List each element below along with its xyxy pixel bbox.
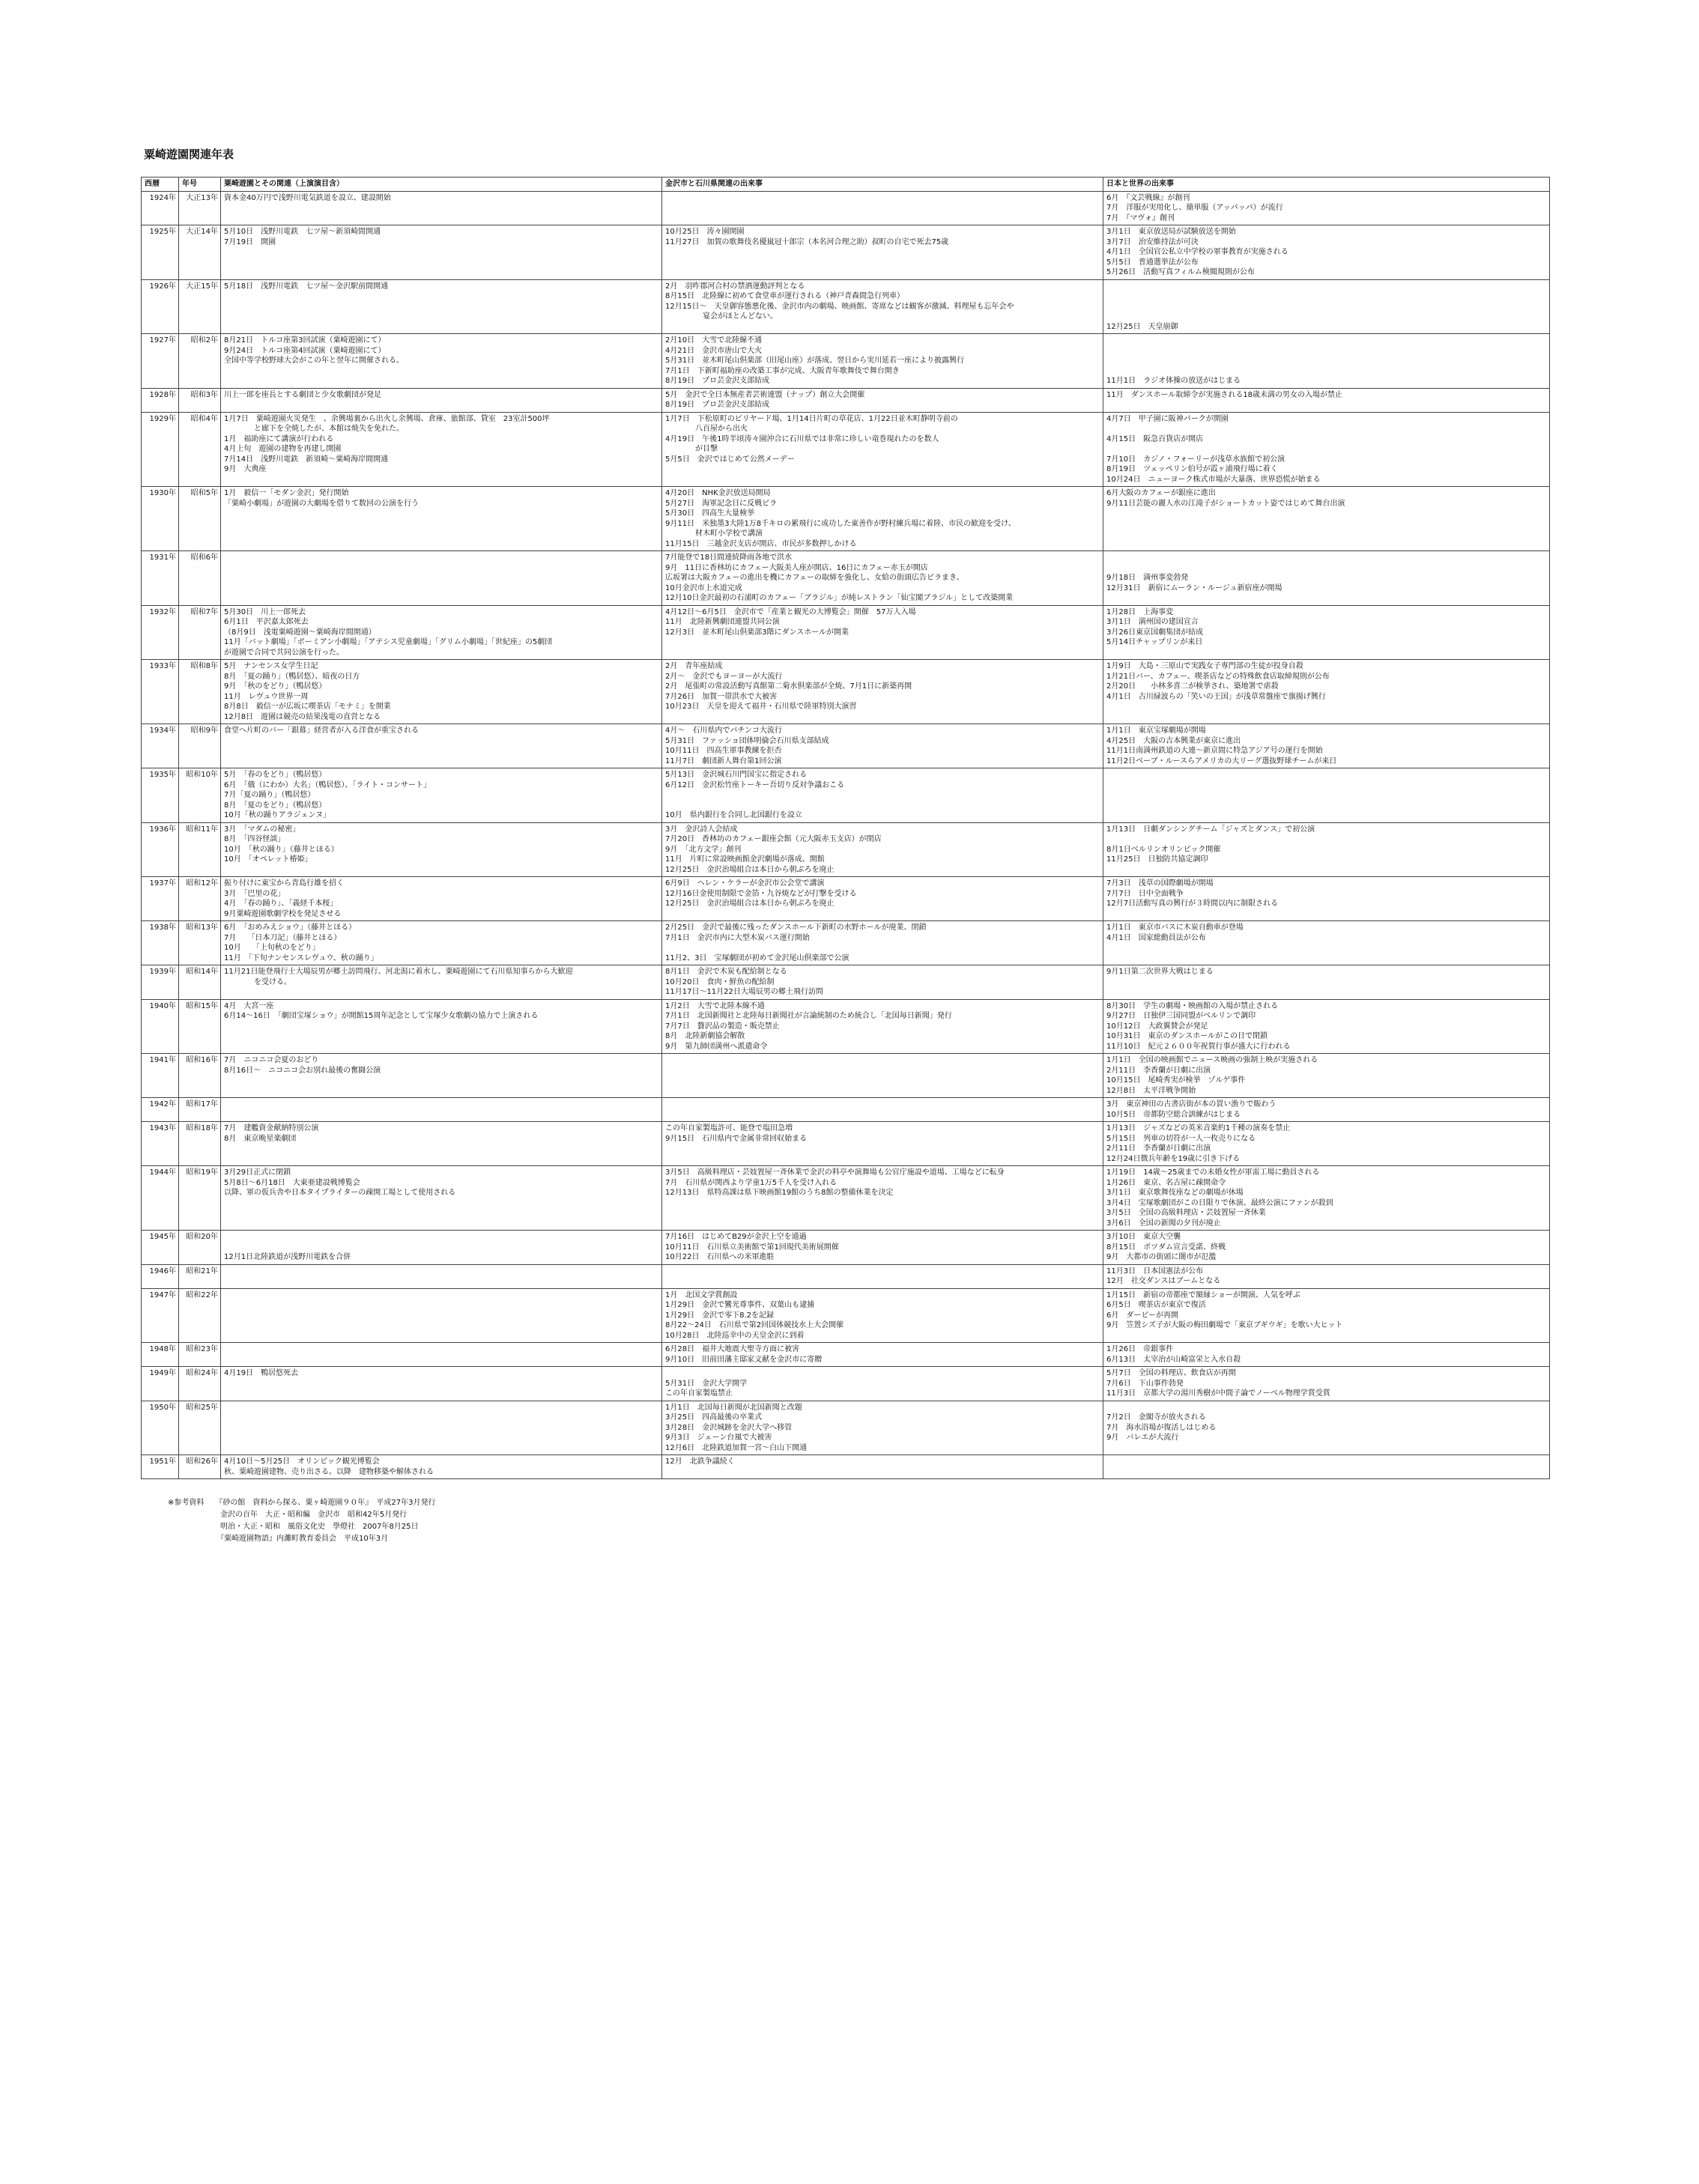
table-row	[142, 334, 1550, 389]
table-row	[142, 1288, 1550, 1343]
era-cell: 昭和2年	[179, 334, 221, 389]
year-cell: 1949年	[142, 1367, 179, 1401]
table-row	[142, 487, 1550, 551]
kanazawa-ishikawa-events-cell: 7月16日 はじめてB29が金沢上空を通過 10月11日 石川県立美術館で第1回現代美術展開催 10月22日 石川県への米軍進駐	[662, 1231, 1103, 1265]
table-row	[142, 877, 1550, 921]
era-cell: 昭和26年	[179, 1455, 221, 1479]
table-row	[142, 724, 1550, 768]
japan-world-events-cell: 1月1日 東京宝塚劇場が開場 4月25日 大阪の吉本興業が東京に進出 11月1日南満州鉄道の大連～新京間に特急アジア号の運行を開始 11月2日ベーブ・ルースらアメリカの大リーグ選抜野球チームが来日	[1103, 724, 1550, 768]
year-cell: 1947年	[142, 1288, 179, 1343]
year-cell: 1926年	[142, 279, 179, 334]
year-cell: 1937年	[142, 877, 179, 921]
japan-world-events-cell	[1103, 768, 1550, 823]
table-row	[142, 1231, 1550, 1265]
chronology-table	[141, 177, 1550, 1479]
kanazawa-ishikawa-events-cell	[662, 1054, 1103, 1098]
kanazawa-ishikawa-events-cell: 4月20日 NHK金沢放送局開局 5月27日 海軍記念日に反戦ビラ 5月30日 四高生大量検挙 9月11日 米独墨3大陸1万8千キロの累飛行に成功した東善作が野村練兵場に着陸、市民の歓迎を受け、 材木町小学校で講演 11月15日 三越金沢支店が開店、市民が多数押しかける	[662, 487, 1103, 551]
kanazawa-ishikawa-events-cell: 4月～ 石川県内でパチンコ大流行 5月31日 ファッショ団体明倫会石川県支部結成 10月11日 四高生軍事教練を拒否 11月7日 劇団新人舞台第1回公演	[662, 724, 1103, 768]
year-cell: 1945年	[142, 1231, 179, 1265]
kanazawa-ishikawa-events-cell: 2月10日 大雪で北陸線不通 4月21日 金沢市唐山で大火 5月31日 並木町尾山倶楽部（旧尾山座）が落成、翌日から実川延若一座により披露興行 7月1日 下新町福助座の改築工事が完成、大阪青年歌舞伎で舞台開き 8月19日 プロ芸金沢支部結成	[662, 334, 1103, 389]
era-cell: 昭和5年	[179, 487, 221, 551]
table-row	[142, 605, 1550, 660]
table-row	[142, 412, 1550, 487]
awazu-park-events-cell	[221, 1401, 662, 1455]
table-row	[142, 1343, 1550, 1367]
kanazawa-ishikawa-events-cell: 5月13日 金沢城石川門国宝に指定される 6月12日 金沢松竹座トーキー吾切り反対争議おこる 10月 県内銀行を合同し北国銀行を設立	[662, 768, 1103, 823]
awazu-park-events-cell: 3月 「マダムの秘密」 8月 「四谷怪談」 10月 「秋の踊り」（藤井とほる） 10月 「オペレット椿姫」	[221, 822, 662, 877]
header-kanazawa-ishikawa: 金沢市と石川県関連の出来事	[662, 178, 1103, 192]
era-cell: 昭和19年	[179, 1166, 221, 1231]
year-cell: 1938年	[142, 921, 179, 965]
japan-world-events-cell: 1月1日 全国の映画館でニュース映画の強制上映が実施される 2月11日 李香蘭が日劇に出演 10月15日 尾崎秀実が検挙 ゾルゲ事件 12月8日 太平洋戦争開始	[1103, 1054, 1550, 1098]
year-cell: 1932年	[142, 605, 179, 660]
japan-world-events-cell: 9月18日 満州事変勃発 12月31日 新宿にムーラン・ルージュ新宿座が開場	[1103, 551, 1550, 606]
kanazawa-ishikawa-events-cell: 1月2日 大雪で北陸本線不通 7月1日 北国新聞社と北陸毎日新聞社が言論統制のため統合し「北国毎日新聞」発行 7月7日 贅沢品の製造・販売禁止 8月 北陸新劇協会解散 9月 第九師団満州へ派遣命令	[662, 999, 1103, 1054]
japan-world-events-cell: 3月10日 東京大空襲 8月15日 ポツダム宣言受諾、終戦 9月 大都市の街頭に闇市が氾濫	[1103, 1231, 1550, 1265]
era-cell: 昭和22年	[179, 1288, 221, 1343]
japan-world-events-cell	[1103, 1455, 1550, 1479]
japan-world-events-cell: 12月25日 天皇崩御	[1103, 279, 1550, 334]
kanazawa-ishikawa-events-cell: 7月能登で18日間連続降雨各地で洪水 9月 11日に香林坊にカフェー大阪美人座が開店、16日にカフェー赤玉が開店 広坂署は大阪カフェーの進出を機にカフェーの取締を強化し、女給の街頭広告ビラまき、 10月金沢市上水道完成 12月10日金沢最初の石浦町のカフェー「ブラジル」が純レストラン「仙宝閣ブラジル」として改築開業	[662, 551, 1103, 606]
header-awazu-park: 粟崎遊園とその関連（上演演目含）	[221, 178, 662, 192]
awazu-park-events-cell: 7月 建艦資金献納特別公演 8月 東京晩星楽劇団	[221, 1122, 662, 1166]
era-cell: 昭和21年	[179, 1264, 221, 1288]
table-row	[142, 191, 1550, 225]
year-cell: 1940年	[142, 999, 179, 1054]
era-cell: 大正15年	[179, 279, 221, 334]
header-year: 西暦	[142, 178, 179, 192]
awazu-park-events-cell: 食堂へ片町のバー「銀幕」経営者が入る洋食が重宝される	[221, 724, 662, 768]
awazu-park-events-cell: 7月 ニコニコ会夏のおどり 8月16日～ ニコニコ会お別れ最後の奮闘公演	[221, 1054, 662, 1098]
table-row	[142, 225, 1550, 280]
era-cell: 昭和17年	[179, 1098, 221, 1122]
kanazawa-ishikawa-events-cell: 5月31日 金沢大学開学 この年自家製塩禁止	[662, 1367, 1103, 1401]
header-era: 年号	[179, 178, 221, 192]
table-row	[142, 999, 1550, 1054]
kanazawa-ishikawa-events-cell: 6月28日 福井大地震大聖寺方面に被害 9月10日 旧前田藩主邸家文献を金沢市に寄贈	[662, 1343, 1103, 1367]
year-cell: 1930年	[142, 487, 179, 551]
kanazawa-ishikawa-events-cell: 3月 金沢詩人会結成 7月20日 香林坊のカフェー銀座会館（元大阪赤玉支店）が閉店 9月 「北方文学」創刊 11月 片町に常設映画館金沢劇場が落成、開館 12月25日 金沢治場組合は本日から朝ぶろを廃止	[662, 822, 1103, 877]
table-row	[142, 822, 1550, 877]
era-cell: 昭和12年	[179, 877, 221, 921]
awazu-park-events-cell: 1月7日 粟崎遊園火災発生 、余興場裏から出火し余興場、倉庫、旅館部、貸室 23室計500坪 と廊下を全焼したが、本館は焼失を免れた。 1月 福助座にて講演が行われる 4月上旬 遊園の建物を再建し開園 7月14日 浅野川電鉄 新須崎～粟崎海岸間開通 9月 大典座	[221, 412, 662, 487]
year-cell: 1934年	[142, 724, 179, 768]
awazu-park-events-cell: 6月 「おめみえショウ」（藤井とほる） 7月 「日本刀記」（藤井とほる） 10月 「上旬秋のをどり」 11月 「下旬ナンセンスレヴュウ、秋の踊り」	[221, 921, 662, 965]
chronology-rows	[142, 191, 1550, 1479]
japan-world-events-cell: 6月大阪のカフェーが銀座に進出 9月11日芸能の麗人水の江滝子がショートカット姿ではじめて舞台出演	[1103, 487, 1550, 551]
year-cell: 1944年	[142, 1166, 179, 1231]
japan-world-events-cell: 7月2日 金閣寺が放火される 7月 海水浴場が復活しはじめる 9月 バレエが大流行	[1103, 1401, 1550, 1455]
japan-world-events-cell: 5月7日 全国の料理店、飲食店が再開 7月6日 下山事件勃発 11月3日 京都大学の湯川秀樹が中間子論でノーベル物理学賞受賞	[1103, 1367, 1550, 1401]
year-cell: 1933年	[142, 660, 179, 724]
era-cell: 昭和15年	[179, 999, 221, 1054]
year-cell: 1948年	[142, 1343, 179, 1367]
table-row	[142, 768, 1550, 823]
awazu-park-events-cell	[221, 1098, 662, 1122]
japan-world-events-cell: 11月3日 日本国憲法が公布 12月 社交ダンスはブームとなる	[1103, 1264, 1550, 1288]
awazu-park-events-cell: 振り付けに東宝から青島行雄を招く 3月 「巴里の花」 4月 「春の踊り」、「義経千本桜」 9月粟崎遊園歌劇学校を発足させる	[221, 877, 662, 921]
japan-world-events-cell: 1月19日 14歳～25歳までの未婚女性が軍需工場に動員される 1月26日 東京、名古屋に疎開命令 3月1日 東京歌舞伎座などの劇場が休場 3月4日 宝塚歌劇団がこの日限りで休演、最終公演にファンが殺到 3月5日 全国の高級料理店・芸妓置屋一斉休業 3月6日 全国の新聞の夕刊が廃止	[1103, 1166, 1550, 1231]
header-japan-world: 日本と世界の出来事	[1103, 178, 1550, 192]
table-row	[142, 1098, 1550, 1122]
awazu-park-events-cell: 8月21日 トルコ座第3回試演（粟崎遊園にて） 9月24日 トルコ座第4回試演（粟崎遊園にて） 全国中等学校野球大会がこの年と翌年に開催される。	[221, 334, 662, 389]
kanazawa-ishikawa-events-cell: 5月 金沢で全日本無産者芸術連盟（ナップ）創立大会開催 8月19日 プロ芸金沢支部結成	[662, 388, 1103, 412]
year-cell: 1936年	[142, 822, 179, 877]
kanazawa-ishikawa-events-cell: 2月 青年座結成 2月～ 金沢でもヨーヨーが大流行 2月 尾張町の常設活動写真館第二菊水倶楽部が全焼、7月1日に新築再開 7月26日 加賀一帯洪水で大被害 10月23日 天皇を迎えて福井・石川県で陸軍特別大演習	[662, 660, 1103, 724]
year-cell: 1931年	[142, 551, 179, 606]
year-cell: 1946年	[142, 1264, 179, 1288]
japan-world-events-cell: 1月26日 帝銀事件 6月13日 太宰治が山崎富栄と入水自殺	[1103, 1343, 1550, 1367]
table-row	[142, 279, 1550, 334]
year-cell: 1950年	[142, 1401, 179, 1455]
japan-world-events-cell: 3月 東京神田の古書店街が本の買い漁りで賑わう 10月5日 帝都防空総合訓練がはじまる	[1103, 1098, 1550, 1122]
kanazawa-ishikawa-events-cell: 6月9日 ヘレン・ケラーが金沢市公会堂で講演 12月16日金使用制限で金箔・九谷焼などが打撃を受ける 12月25日 金沢治場組合は本日から朝ぶろを廃止	[662, 877, 1103, 921]
year-cell: 1942年	[142, 1098, 179, 1122]
table-row	[142, 1264, 1550, 1288]
awazu-park-events-cell	[221, 1343, 662, 1367]
table-row	[142, 1054, 1550, 1098]
table-row	[142, 1122, 1550, 1166]
awazu-park-events-cell: 4月10日～5月25日 オリンピック観光博覧会 秋、粟崎遊園建物、売り出さる。以降 建物移築や解体される	[221, 1455, 662, 1479]
awazu-park-events-cell	[221, 1264, 662, 1288]
japan-world-events-cell: 1月15日 新宿の帝都座で額縁ショーが開演、人気を呼ぶ 6月5日 喫茶店が東京で復活 6月 ダービーが再開 9月 笠置シズ子が大阪の梅田劇場で「東京ブギウギ」を歌い大ヒット	[1103, 1288, 1550, 1343]
japan-world-events-cell: 11月1日 ラジオ体操の放送がはじまる	[1103, 334, 1550, 389]
table-row	[142, 921, 1550, 965]
era-cell: 昭和11年	[179, 822, 221, 877]
kanazawa-ishikawa-events-cell	[662, 191, 1103, 225]
kanazawa-ishikawa-events-cell: 1月7日 下松原町のビリヤード場、1月14日片町の草花店、1月22日並木町静明寺前の 八百屋から出火 4月19日 午後1時半頃涛々園沖合に石川県では非常に珍しい竜巻現れたのを数人 が目撃 5月5日 金沢ではじめて公然メーデー	[662, 412, 1103, 487]
year-cell: 1924年	[142, 191, 179, 225]
kanazawa-ishikawa-events-cell	[662, 1098, 1103, 1122]
era-cell: 昭和16年	[179, 1054, 221, 1098]
awazu-park-events-cell	[221, 551, 662, 606]
awazu-park-events-cell: 1月 毅信一「モダン金沢」発行開始 「粟崎小劇場」が遊園の大劇場を借りて数回の公演を行う	[221, 487, 662, 551]
era-cell: 昭和18年	[179, 1122, 221, 1166]
era-cell: 昭和8年	[179, 660, 221, 724]
kanazawa-ishikawa-events-cell: 8月1日 金沢で木炭も配給制となる 10月20日 食肉・鮮魚の配給制 11月17日～11月22日大場辰男の郷土飛行訪問	[662, 965, 1103, 1000]
year-cell: 1935年	[142, 768, 179, 823]
awazu-park-events-cell: 資本金40万円で浅野川電気鉄道を設立、建設開始	[221, 191, 662, 225]
awazu-park-events-cell: 4月19日 鴨居悠死去	[221, 1367, 662, 1401]
table-row	[142, 1455, 1550, 1479]
era-cell: 昭和10年	[179, 768, 221, 823]
japan-world-events-cell: 8月30日 学生の劇場・映画館の入場が禁止される 9月27日 日独伊三国同盟がベルリンで調印 10月12日 大政翼賛会が発足 10月31日 東京のダンスホールがこの日で閉鎖 11月10日 紀元２６００年祝賀行事が盛大に行われる	[1103, 999, 1550, 1054]
kanazawa-ishikawa-events-cell: 1月1日 北国毎日新聞が北国新聞と改題 3月25日 四高最後の卒業式 3月28日 金沢城跡を金沢大学へ移管 9月3日 ジェーン台風で大被害 12月6日 北陸鉄道加賀一宮～白山下開通	[662, 1401, 1103, 1455]
kanazawa-ishikawa-events-cell: 2月 羽咋郡河合村の禁酒運動評判となる 8月15日 北陸線に初めて食堂車が運行される（神戸青森間急行列車） 12月15日～ 天皇御容態悪化後、金沢市内の劇場、映画館、寄席などは観客が激減、料理屋も忘年会や 宴会がほとんどない。	[662, 279, 1103, 334]
year-cell: 1929年	[142, 412, 179, 487]
kanazawa-ishikawa-events-cell: 10月25日 涛々園開園 11月27日 加賀の歌舞伎名優嵐冠十郎宗（本名河合理之助）叔町の自宅で死去75歳	[662, 225, 1103, 280]
awazu-park-events-cell: 12月1日北陸鉄道が浅野川電鉄を合併	[221, 1231, 662, 1265]
kanazawa-ishikawa-events-cell: 2月25日 金沢で最後に残ったダンスホール下新町の水野ホールが廃業、閉鎖 7月1日 金沢市内に大型木炭バス運行開始 11月2、3日 宝塚劇団が初めて金沢尾山倶楽部で公演	[662, 921, 1103, 965]
awazu-park-events-cell: 11月21日能登飛行士大場辰男が郷土訪問飛行、河北潟に着水し、粟崎遊園にて石川県知事らから大歓迎 を受ける。	[221, 965, 662, 1000]
kanazawa-ishikawa-events-cell: 1月 北国文学賞創設 1月29日 金沢で鸞光尊事件、双葉山も逮捕 1月29日 金沢で零下8.2を記録 8月22～24日 石川県で第2回国体競技水上大会開催 10月28日 北陸巡幸中の天皇金沢に到着	[662, 1288, 1103, 1343]
table-row	[142, 1166, 1550, 1231]
year-cell: 1925年	[142, 225, 179, 280]
year-cell: 1943年	[142, 1122, 179, 1166]
era-cell: 昭和4年	[179, 412, 221, 487]
era-cell: 昭和23年	[179, 1343, 221, 1367]
awazu-park-events-cell: 5月 「春のをどり」（鴨居悠） 6月 「俄（にわか）大名」（鴨居悠）、「ライト・コンサート」 7月「夏の踊り」（鴨居悠） 8月 「夏のをどり」（鴨居悠） 10月「秋の踊りアラジェンヌ」	[221, 768, 662, 823]
japan-world-events-cell: 1月1日 東京市バスに木炭自動車が登場 4月1日 国家総動員法が公布	[1103, 921, 1550, 965]
awazu-park-events-cell: 4月 大宮一座 6月14～16日 「劇団宝塚ショウ」が開館15周年記念として宝塚少女歌劇の協力で上演される	[221, 999, 662, 1054]
era-cell: 昭和20年	[179, 1231, 221, 1265]
kanazawa-ishikawa-events-cell: 3月5日 高級料理店・芸妓置屋一斉休業で金沢の料亭や演舞場も公官庁施設や道場、工場などに転身 7月 石川県が関西より学童1万5千人を受け入れる 12月13日 県特高課は県下映画館19館のうち8館の整備休業を決定	[662, 1166, 1103, 1231]
awazu-park-events-cell: 5月 ナンセンス女学生日記 8月 「夏の踊り」（鴨居悠）、暗夜の日方 9月 「秋のをどり」（鴨居悠） 11月 レヴュウ世界一周 8月8日 毅信一が広坂に喫茶店「モナミ」を開業 12月8日 遊園は競売の結果浅電の直営となる	[221, 660, 662, 724]
awazu-park-events-cell	[221, 1288, 662, 1343]
references-note: ※参考資料 『砂の館 資料から探る、粟ヶ崎遊園９０年』 平成27年3月発行 金沢の百年 大正・昭和編 金沢市 昭和42年5月発行 明治・大正・昭和 風俗文化史 學燈社 2007年8月25日 『粟崎遊園物語』内灘町教育委員会 平成10年3月	[168, 1499, 436, 1543]
table-row	[142, 1401, 1550, 1455]
year-cell: 1928年	[142, 388, 179, 412]
era-cell: 昭和9年	[179, 724, 221, 768]
japan-world-events-cell: 1月13日 日劇ダンシングチーム「ジャズとダンス」で初公演 8月1日ベルリンオリンピック開催 11月25日 日独防共協定調印	[1103, 822, 1550, 877]
document-title: 粟崎遊園関連年表	[144, 148, 234, 161]
awazu-park-events-cell: 3月29日正式に閉鎖 5月8日～6月18日 大東亜建設戦博覧会 以降、軍の仮兵舎や日本タイプライターの疎開工場として使用される	[221, 1166, 662, 1231]
japan-world-events-cell: 4月7日 甲子園に阪神パークが開園 4月15日 阪急百貨店が開店 7月10日 カジノ・フォーリーが浅草水族館で初公演 8月19日 ツェッペリン伯号が霞ヶ浦飛行場に着く 10月24日 ニューヨーク株式市場が大暴落、世界恐慌が始まる	[1103, 412, 1550, 487]
kanazawa-ishikawa-events-cell: 12月 北鉄争議続く	[662, 1455, 1103, 1479]
era-cell: 昭和14年	[179, 965, 221, 1000]
japan-world-events-cell: 11月 ダンスホール取締令が実施される18歳未満の男女の入場が禁止	[1103, 388, 1550, 412]
awazu-park-events-cell: 川上一郎を座長とする劇団と少女歌劇団が発足	[221, 388, 662, 412]
era-cell: 大正14年	[179, 225, 221, 280]
year-cell: 1927年	[142, 334, 179, 389]
table-row	[142, 1367, 1550, 1401]
japan-world-events-cell: 1月9日 大島・三原山で実践女子専門部の生徒が投身自殺 1月21日バー、カフェー、喫茶店などの特殊飲食店取締規則が公布 2月20日 小林多喜二が検挙され、築地署で虐殺 4月1日 古川緑波らの「笑いの王国」が浅草常盤座で旗揚げ興行	[1103, 660, 1550, 724]
year-cell: 1939年	[142, 965, 179, 1000]
kanazawa-ishikawa-events-cell	[662, 1264, 1103, 1288]
table-row	[142, 388, 1550, 412]
table-row	[142, 551, 1550, 606]
awazu-park-events-cell: 5月10日 浅野川電鉄 七ツ屋～新須崎間開通 7月19日 開園	[221, 225, 662, 280]
year-cell: 1951年	[142, 1455, 179, 1479]
era-cell: 昭和6年	[179, 551, 221, 606]
japan-world-events-cell: 9月1日第二次世界大戦はじまる	[1103, 965, 1550, 1000]
era-cell: 大正13年	[179, 191, 221, 225]
era-cell: 昭和25年	[179, 1401, 221, 1455]
kanazawa-ishikawa-events-cell: 4月12日～6月5日 金沢市で「産業と観光の大博覧会」開催 57万人入場 11月 北陸新興劇団連盟共同公演 12月3日 並木町尾山倶楽部3階にダンスホールが開業	[662, 605, 1103, 660]
era-cell: 昭和13年	[179, 921, 221, 965]
year-cell: 1941年	[142, 1054, 179, 1098]
japan-world-events-cell: 7月3日 浅草の国際劇場が開場 7月7日 日中全面戦争 12月7日活動写真の興行が３時間以内に制限される	[1103, 877, 1550, 921]
chronology-page	[141, 147, 1549, 1545]
awazu-park-events-cell: 5月30日 川上一郎死去 6月1日 平沢嘉太郎死去 （8月9日 浅電粟崎遊園～粟崎海岸間開通） 11月「バット劇場」「ボーミアン小劇場」「アテシス児童劇場」「グリム小劇場」「世紀座」の5劇団 が遊園で合同で共同公演を行った。	[221, 605, 662, 660]
awazu-park-events-cell: 5月18日 浅野川電鉄 七ツ屋～金沢駅前間開通	[221, 279, 662, 334]
japan-world-events-cell: 1月28日 上海事変 3月1日 満州国の建国宣言 3月26日東京国劇集団が結成 5月14日チャップリンが来日	[1103, 605, 1550, 660]
header-row	[142, 178, 1550, 192]
table-row	[142, 965, 1550, 1000]
kanazawa-ishikawa-events-cell: この年自家製塩許可、能登で塩田急増 9月15日 石川県内で金属非常回収始まる	[662, 1122, 1103, 1166]
table-row	[142, 660, 1550, 724]
era-cell: 昭和24年	[179, 1367, 221, 1401]
era-cell: 昭和3年	[179, 388, 221, 412]
japan-world-events-cell: 1月13日 ジャズなどの英米音楽約1千種の演奏を禁止 5月15日 列車の切符が一人一枚売りになる 2月11日 李香蘭が日劇に出演 12月24日徴兵年齢を19歳に引き下げる	[1103, 1122, 1550, 1166]
era-cell: 昭和7年	[179, 605, 221, 660]
japan-world-events-cell: 6月 『文芸戦線』が創刊 7月 洋服が実用化し、簡単服（アッパッパ）が流行 7月 『マヴォ』創刊	[1103, 191, 1550, 225]
japan-world-events-cell: 3月1日 東京放送局が試験放送を開始 3月7日 治安維持法が可決 4月1日 全国官公私立中学校の軍事教育が実施される 5月5日 普通選挙法が公布 5月26日 活動写真フィルム検閲規則が公布	[1103, 225, 1550, 280]
